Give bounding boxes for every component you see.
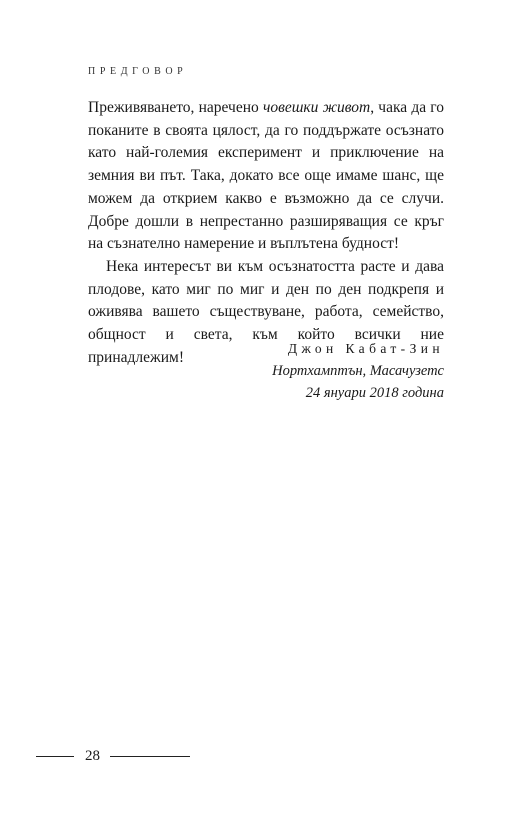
footer-rule-left — [36, 756, 74, 757]
author-name: Джон Кабат-Зин — [287, 341, 444, 356]
author-place: Нортхамптън, Масачузетс — [272, 363, 444, 379]
signature-block — [272, 338, 444, 404]
paragraph-2: Нека интересът ви към осъзнатостта расте и дава плодове, като миг по миг и ден по ден подкрепя и оживява вашето съществуване, работа, семейство, общност и света, към който всички ние принадлежим! — [88, 257, 444, 366]
author-date: 24 януари 2018 година — [305, 385, 444, 401]
footer-rule-right — [110, 756, 190, 757]
page-number: 28 — [85, 748, 100, 764]
paragraph-1-end: , чака да го поканите в своята цялост, да го поддържате осъзнато като най-големия експеримент и приключение на земния ви път. Така, докато все още имаме шанс, ще можем да открием какво е възможно да се случи. Добре дошли в непрестанно разширяващия се кръг на съзнателно намерение и въплътена будност! — [88, 99, 445, 253]
running-head: ПРЕДГОВОР — [88, 66, 188, 77]
paragraph-1-start: Преживяването, наречено — [88, 99, 263, 116]
paragraph-1 — [88, 97, 444, 256]
body-text — [88, 97, 444, 369]
page-footer — [36, 746, 196, 766]
paragraph-1-emphasis: човешки живот — [262, 99, 371, 116]
